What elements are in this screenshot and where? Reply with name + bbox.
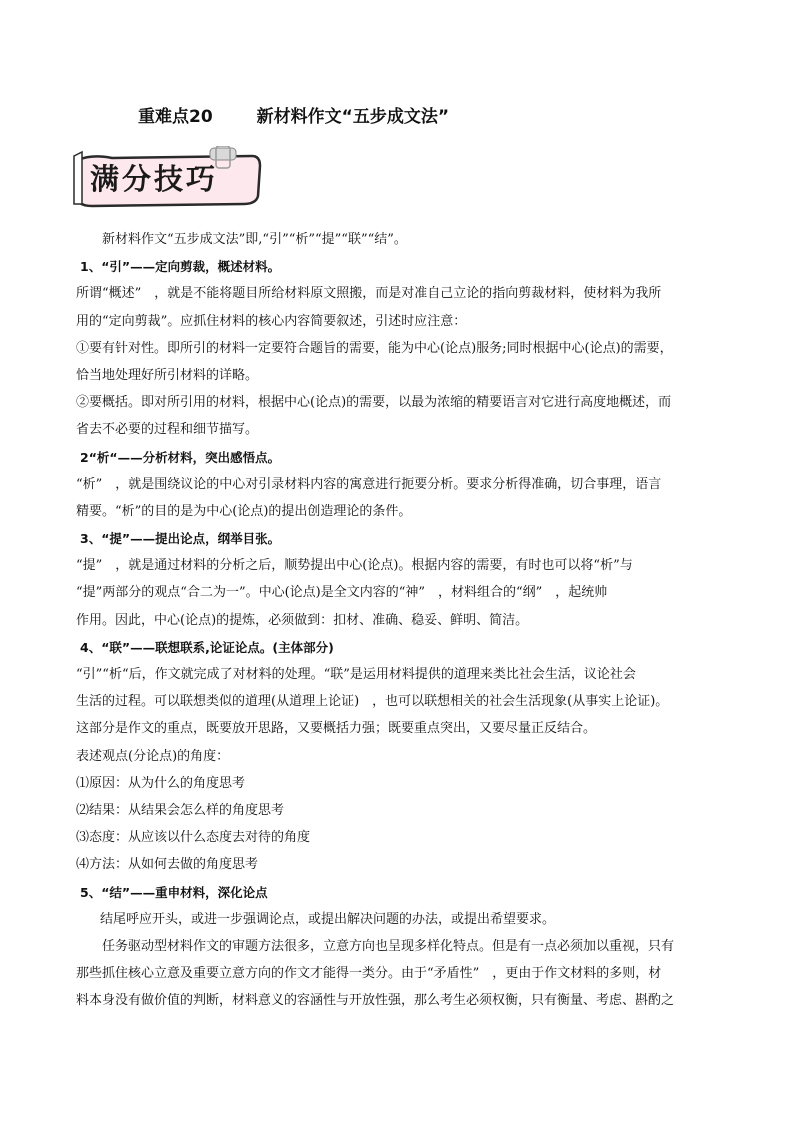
title-text: 新材料作文“五步成文法” (256, 107, 450, 127)
text-line: “提”两部分的观点“合二为一”。中心(论点)是全文内容的“神” ，材料组合的“纲” ，起统帅 (76, 585, 608, 601)
text-line: “提” ，就是通过材料的分析之后，顺势提出中心(论点)。根据内容的需要，有时也可以将“析”与 (76, 558, 633, 574)
list-item: ⑶态度：从应该以什么态度去对待的角度 (76, 830, 311, 846)
heading-xi: 2“析“——分析材料，突出感悟点。 (80, 449, 281, 465)
text-line: 用的“定向剪裁”。应抓住材料的核心内容简要叙述，引述时应注意： (76, 313, 467, 329)
list-item: ⑵结果：从结果会怎么样的角度思考 (76, 802, 285, 818)
text-line: 所谓“概述” ，就是不能将题目所给材料原文照搬，而是对准自己立论的指向剪裁材料，使材料为我所 (76, 286, 662, 302)
text-line: 任务驱动型材料作文的审题方法很多，立意方向也呈现多样化特点。但是有一点必须加以重视，只有 (102, 938, 675, 954)
text-line: 恰当地处理好所引材料的详略。 (76, 367, 259, 383)
text-line: “析” ，就是围绕议论的中心对引录材料内容的寓意进行扼要分析。要求分析得准确，切合事理，语言 (76, 476, 662, 492)
text-line: ②要概括。即对所引用的材料，根据中心(论点)的需要，以最为浓缩的精要语言对它进行高度地概述，而 (76, 395, 672, 411)
text-line: 省去不必要的过程和细节描写。 (76, 422, 259, 438)
heading-yin: 1、“引”——定向剪裁，概述材料。 (80, 259, 281, 275)
heading-lian: 4、“联”——联想联系,论证论点。(主体部分) (80, 639, 334, 655)
list-item: ⑴原因：从为什么的角度思考 (76, 775, 246, 791)
text-line: 表述观点(分论点)的角度： (76, 748, 230, 764)
title-number: 重难点20 (138, 107, 213, 127)
heading-ti: 3、“提”——提出论点，纲举目张。 (80, 531, 281, 547)
text-line: 作用。因此，中心(论点)的提炼，必须做到：扣材、准确、稳妥、鲜明、简洁。 (76, 612, 529, 628)
text-line: 这部分是作文的重点，既要放开思路，又要概括力强；既要重点突出，又要尽量正反结合。 (76, 721, 597, 737)
text-line: 生活的过程。可以联想类似的道理(从道理上论证) ，也可以联想相关的社会生活现象(从事实上论证)。 (76, 694, 669, 710)
text-line: 料本身没有做价值的判断，材料意义的容涵性与开放性强，那么考生必须权衡，只有衡量、考虑、斟酌之 (76, 993, 675, 1009)
text-line: 新材料作文“五步成文法”即,“引”“析”“提”“联”“结”。 (102, 232, 407, 247)
page-title (138, 102, 449, 127)
text-line: 那些抓住核心立意及重要立意方向的作文才能得一类分。由于“矛盾性” ，更由于作文材料的多则，材 (76, 966, 662, 982)
text-line: 结尾呼应开头，或进一步强调论点，或提出解决问题的办法，或提出希望要求。 (100, 911, 556, 927)
text-line: ①要有针对性。即所引的材料一定要符合题旨的需要，能为中心(论点)服务;同时根据中心(论点)的需要， (76, 340, 673, 356)
text-line: “引”“析“后，作文就完成了对材料的处理。“联”是运用材料提供的道理来类比社会生活，议论社会 (76, 667, 636, 682)
section-banner (72, 146, 262, 208)
heading-jie: 5、“结”——重申材料，深化论点 (80, 884, 268, 900)
banner-label: 满分技巧 (90, 162, 219, 196)
list-item: ⑷方法：从如何去做的角度思考 (76, 857, 259, 873)
text-line: 精要。“析”的目的是为中心(论点)的提出创造理论的条件。 (76, 503, 412, 519)
document-body (76, 226, 736, 1014)
